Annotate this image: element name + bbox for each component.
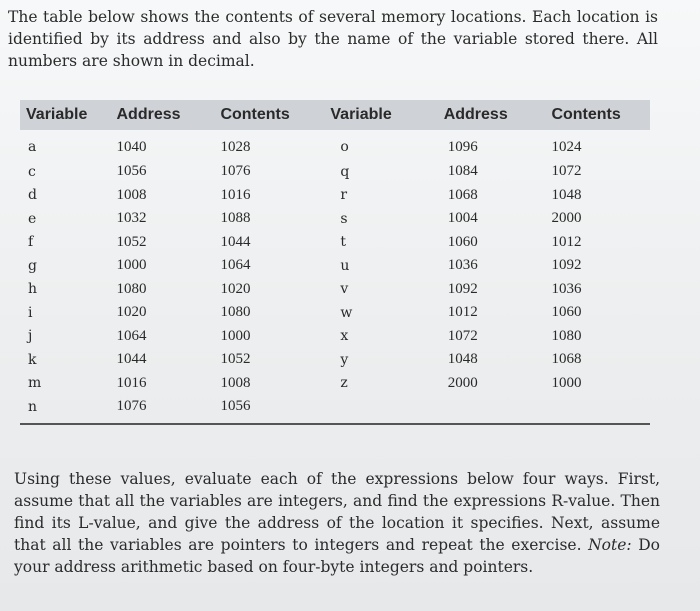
cell-contents-1: 1028 <box>220 138 251 155</box>
cell-contents-1: 1080 <box>220 304 251 321</box>
cell-variable-2: u <box>340 257 350 274</box>
cell-contents-2: 1080 <box>551 327 582 344</box>
cell-address-1: 1020 <box>116 304 147 321</box>
cell-contents-1: 1000 <box>220 327 251 344</box>
memory-table-container <box>20 100 650 425</box>
table-row <box>20 130 650 160</box>
instructions-text-1: Using these values, evaluate each of the expressions below four ways. First, assume that all the variables are integers, and find the expressions R-value. Then find its L-value, and give the address of the location it specifies. Next, assume that all the variables are pointers to integers and repeat the exercise. <box>14 470 660 554</box>
header-address-1: Address <box>117 100 221 130</box>
cell-contents-1: 1016 <box>220 186 251 203</box>
header-variable-1: Variable <box>20 100 117 130</box>
memory-table <box>20 100 650 419</box>
cell-contents-1: 1064 <box>220 257 251 274</box>
intro-paragraph: The table below shows the contents of several memory locations. Each location is identified by its address and also by the name of the variable stored there. All numbers are shown in decimal. <box>8 8 658 70</box>
header-address-2: Address <box>444 100 552 130</box>
table-row <box>20 254 650 278</box>
cell-contents-1: 1076 <box>220 163 251 180</box>
cell-variable-2: q <box>340 163 350 180</box>
cell-variable-1: c <box>28 163 36 180</box>
cell-contents-2 <box>551 395 650 419</box>
cell-address-2: 1060 <box>447 233 478 250</box>
cell-address-1: 1064 <box>116 327 147 344</box>
cell-address-2: 1036 <box>447 257 478 274</box>
cell-address-1: 1080 <box>116 280 147 297</box>
cell-address-1: 1008 <box>116 186 147 203</box>
cell-address-1: 1040 <box>116 138 147 155</box>
cell-variable-2: s <box>340 210 348 227</box>
cell-variable-1: f <box>28 234 34 251</box>
cell-variable-2: o <box>340 139 349 155</box>
table-row <box>20 278 650 302</box>
cell-contents-1: 1008 <box>220 374 251 391</box>
cell-variable-2: r <box>340 187 348 204</box>
instructions-paragraph <box>14 468 660 578</box>
header-contents-2: Contents <box>551 100 650 130</box>
cell-variable-2: z <box>340 375 348 392</box>
cell-variable-2: v <box>340 281 349 298</box>
cell-address-2: 1068 <box>447 186 478 203</box>
cell-address-1: 1044 <box>116 351 147 368</box>
instructions-text-2: Do your address arithmetic based on four-byte integers and pointers. <box>14 536 661 576</box>
cell-contents-2: 1068 <box>551 351 582 368</box>
cell-contents-2: 1000 <box>551 374 582 391</box>
table-row <box>20 207 650 231</box>
cell-variable-1: k <box>28 351 37 368</box>
cell-variable-1: e <box>28 210 37 227</box>
cell-variable-1: d <box>28 187 37 204</box>
cell-address-1: 1016 <box>116 374 147 391</box>
table-row <box>20 231 650 255</box>
table-header-row <box>20 100 650 130</box>
table-row <box>20 325 650 349</box>
note-label: Note: <box>588 536 632 554</box>
cell-variable-2: x <box>340 328 349 345</box>
cell-address-1: 1076 <box>116 398 147 415</box>
cell-address-1: 1000 <box>116 257 147 274</box>
cell-variable-2: w <box>340 304 353 321</box>
table-bottom-rule <box>20 423 650 425</box>
cell-contents-2: 1092 <box>551 257 582 274</box>
cell-contents-1: 1020 <box>220 280 251 297</box>
cell-contents-2: 1036 <box>551 280 582 297</box>
cell-variable-2: y <box>340 351 349 368</box>
cell-contents-1: 1052 <box>220 351 251 368</box>
cell-address-2: 1072 <box>447 327 478 344</box>
cell-variable-1: n <box>28 398 38 415</box>
cell-contents-2: 1072 <box>551 163 582 180</box>
cell-variable-1: j <box>28 328 33 345</box>
cell-variable-2: t <box>340 234 347 251</box>
cell-contents-2: 1024 <box>551 138 582 155</box>
cell-address-2: 1004 <box>447 210 478 227</box>
table-row <box>20 372 650 396</box>
cell-contents-2: 1060 <box>551 304 582 321</box>
cell-variable-1: a <box>28 139 37 155</box>
table-row <box>20 160 650 184</box>
table-body <box>20 130 650 419</box>
cell-address-1: 1056 <box>116 163 147 180</box>
cell-contents-2: 1012 <box>551 233 582 250</box>
cell-address-1: 1032 <box>116 210 147 227</box>
cell-contents-2: 1048 <box>551 186 582 203</box>
cell-address-2: 1096 <box>447 138 478 155</box>
cell-address-2 <box>444 395 552 419</box>
cell-contents-1: 1088 <box>220 210 251 227</box>
table-row <box>20 301 650 325</box>
cell-address-1: 1052 <box>116 233 147 250</box>
cell-variable-1: h <box>28 281 38 298</box>
cell-variable-1: g <box>28 257 37 274</box>
table-row <box>20 395 650 419</box>
header-contents-1: Contents <box>220 100 330 130</box>
table-row <box>20 348 650 372</box>
cell-contents-1: 1056 <box>220 398 251 415</box>
cell-address-2: 1084 <box>447 163 478 180</box>
table-row <box>20 184 650 208</box>
cell-address-2: 1048 <box>447 351 478 368</box>
cell-variable-2 <box>330 395 443 419</box>
cell-contents-1: 1044 <box>220 233 251 250</box>
header-variable-2: Variable <box>330 100 443 130</box>
cell-contents-2: 2000 <box>551 210 582 227</box>
cell-variable-1: m <box>28 375 42 392</box>
cell-variable-1: i <box>28 304 33 321</box>
cell-address-2: 1012 <box>447 304 478 321</box>
cell-address-2: 2000 <box>447 374 478 391</box>
cell-address-2: 1092 <box>447 280 478 297</box>
